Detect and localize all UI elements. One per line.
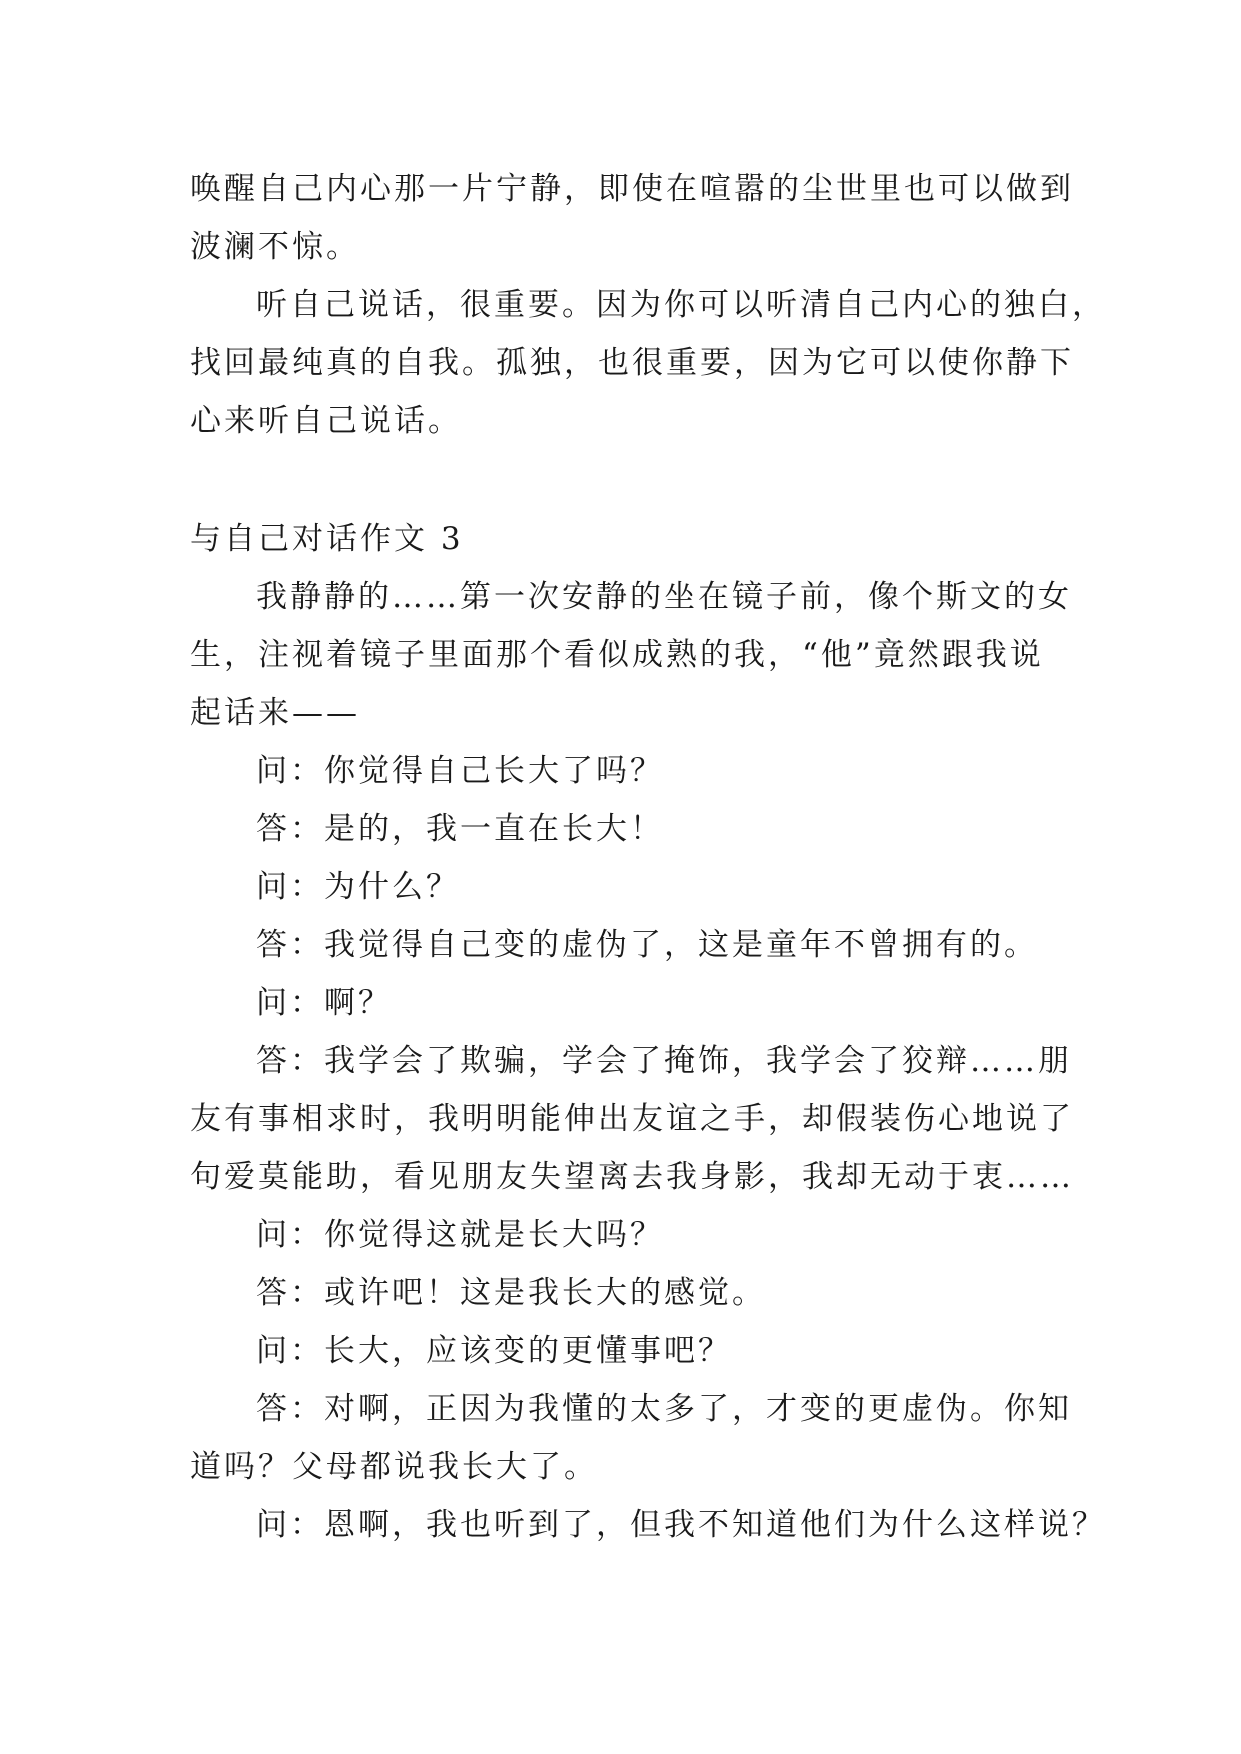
dialogue: [190, 742, 1106, 1554]
text-line: 听自己说话，很重要。因为你可以听清自己内心的独白，: [256, 287, 1106, 323]
dialogue-question: 问：啊？: [256, 985, 392, 1021]
text-line: 道吗？父母都说我长大了。: [190, 1449, 598, 1485]
text-line: 找回最纯真的自我。孤独，也很重要，因为它可以使你静下: [190, 345, 1074, 381]
dialogue-answer: 答：或许吧！这是我长大的感觉。: [256, 1275, 766, 1311]
text-line: 心来听自己说话。: [190, 403, 462, 439]
dialogue-answer: [190, 1380, 1072, 1496]
dialogue-question: 问：你觉得这就是长大吗？: [256, 1217, 664, 1253]
text-line: 唤醒自己内心那一片宁静，即使在喧嚣的尘世里也可以做到: [190, 171, 1074, 207]
document-page: [190, 160, 1106, 1554]
paragraph-continued: [190, 160, 1074, 276]
dialogue-question: 问：为什么？: [256, 869, 460, 905]
essay-title: 与自己对话作文 3: [190, 521, 464, 557]
paragraph-intro: [190, 568, 1072, 742]
dialogue-question: 问：长大，应该变的更懂事吧？: [256, 1333, 732, 1369]
text-line: 答：我学会了欺骗，学会了掩饰，我学会了狡辩……朋: [256, 1043, 1072, 1079]
text-line: 起话来——: [190, 695, 360, 731]
text-line: 我静静的……第一次安静的坐在镜子前，像个斯文的女: [256, 579, 1072, 615]
section-spacer: [190, 450, 1052, 510]
dialogue-question: 问：恩啊，我也听到了，但我不知道他们为什么这样说？: [256, 1507, 1106, 1543]
text-line: 友有事相求时，我明明能伸出友谊之手，却假装伤心地说了: [190, 1101, 1074, 1137]
dialogue-question: 问：你觉得自己长大了吗？: [256, 753, 664, 789]
paragraph-listen-to-yourself: [190, 276, 1106, 450]
text-line: 生，注视着镜子里面那个看似成熟的我，“他”竟然跟我说: [190, 637, 1044, 673]
dialogue-answer: [190, 1032, 1074, 1206]
dialogue-answer: 答：我觉得自己变的虚伪了，这是童年不曾拥有的。: [256, 927, 1038, 963]
text-line: 波澜不惊。: [190, 229, 360, 265]
text-line: 句爱莫能助，看见朋友失望离去我身影，我却无动于衷……: [190, 1159, 1074, 1195]
text-line: 答：对啊，正因为我懂的太多了，才变的更虚伪。你知: [256, 1391, 1072, 1427]
dialogue-answer: 答：是的，我一直在长大！: [256, 811, 664, 847]
